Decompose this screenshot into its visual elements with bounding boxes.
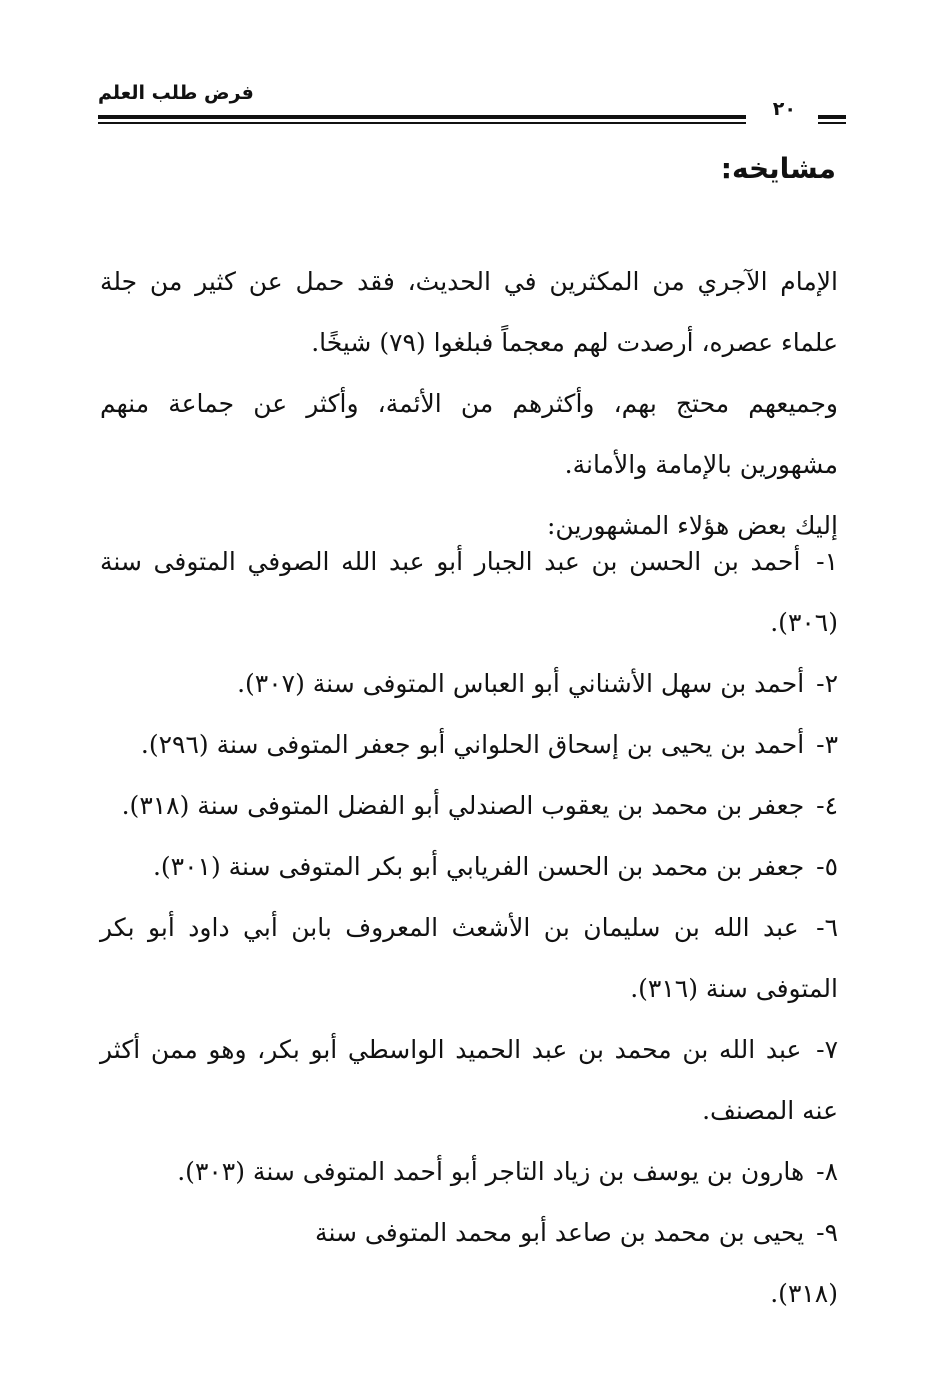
list-item xyxy=(160,1141,838,1202)
list-text: أحمد بن الحسن بن عبد الجبار أبو عبد الله الصوفي المتوفى سنة (٣٠٦). xyxy=(100,547,838,637)
list-number: ٤- xyxy=(816,791,838,820)
list-item xyxy=(100,775,838,836)
page-number-mark-thin xyxy=(818,122,846,124)
list-text: أحمد بن سهل الأشناني أبو العباس المتوفى سنة (٣٠٧). xyxy=(237,669,805,698)
section-heading: مشايخه: xyxy=(720,152,836,185)
list-number: ٧- xyxy=(816,1035,838,1064)
list-text: عبد الله بن سليمان بن الأشعث المعروف بابن أبي داود أبو بكر المتوفى سنة (٣١٦). xyxy=(100,913,838,1003)
list-item xyxy=(140,714,838,775)
list-text: جعفر بن محمد بن الحسن الفريابي أبو بكر المتوفى سنة (٣٠١). xyxy=(152,852,805,881)
header-rule-thick xyxy=(98,115,746,119)
header-rule-thin xyxy=(98,122,746,124)
book-title: فرض طلب العلم xyxy=(98,82,254,104)
page-number-mark xyxy=(818,115,846,119)
list-text: جعفر بن محمد بن يعقوب الصندلي أبو الفضل المتوفى سنة (٣١٨). xyxy=(121,791,805,820)
paragraph-1: الإمام الآجري من المكثرين في الحديث، فقد حمل عن كثير من جلة علماء عصره، أرصدت لهم معجماً فبلغوا (٧٩) شيخًا. xyxy=(100,267,838,357)
list-number: ٨- xyxy=(816,1157,838,1186)
list-text: هارون بن يوسف بن زياد التاجر أبو أحمد المتوفى سنة (٣٠٣). xyxy=(177,1157,805,1186)
list-number: ٦- xyxy=(816,913,838,942)
list-item xyxy=(100,1019,838,1141)
paragraph-2: وجميعهم محتج بهم، وأكثرهم من الأئمة، وأكثر عن جماعة منهم مشهورين بالإمامة والأمانة. xyxy=(100,389,838,479)
list-text: عبد الله بن محمد بن عبد الحميد الواسطي أبو بكر، وهو ممن أكثر عنه المصنف. xyxy=(100,1035,838,1125)
list-text: يحيى بن محمد بن صاعد أبو محمد المتوفى سنة (٣١٨). xyxy=(315,1218,838,1308)
list-number: ٩- xyxy=(816,1218,838,1247)
list-number: ٢- xyxy=(816,669,838,698)
running-header xyxy=(98,82,846,132)
list-number: ١- xyxy=(816,547,838,576)
list-item xyxy=(210,653,838,714)
shuyukh-list xyxy=(100,531,838,1324)
list-number: ٣- xyxy=(816,730,838,759)
page-number: ٢٠ xyxy=(772,98,796,120)
list-number: ٥- xyxy=(816,852,838,881)
paragraph-3: إليك بعض هؤلاء المشهورين: xyxy=(546,511,838,540)
list-item xyxy=(100,897,838,1019)
list-item xyxy=(250,1202,838,1324)
list-item xyxy=(100,531,838,653)
list-item xyxy=(150,836,838,897)
list-text: أحمد بن يحيى بن إسحاق الحلواني أبو جعفر المتوفى سنة (٢٩٦). xyxy=(140,730,805,759)
